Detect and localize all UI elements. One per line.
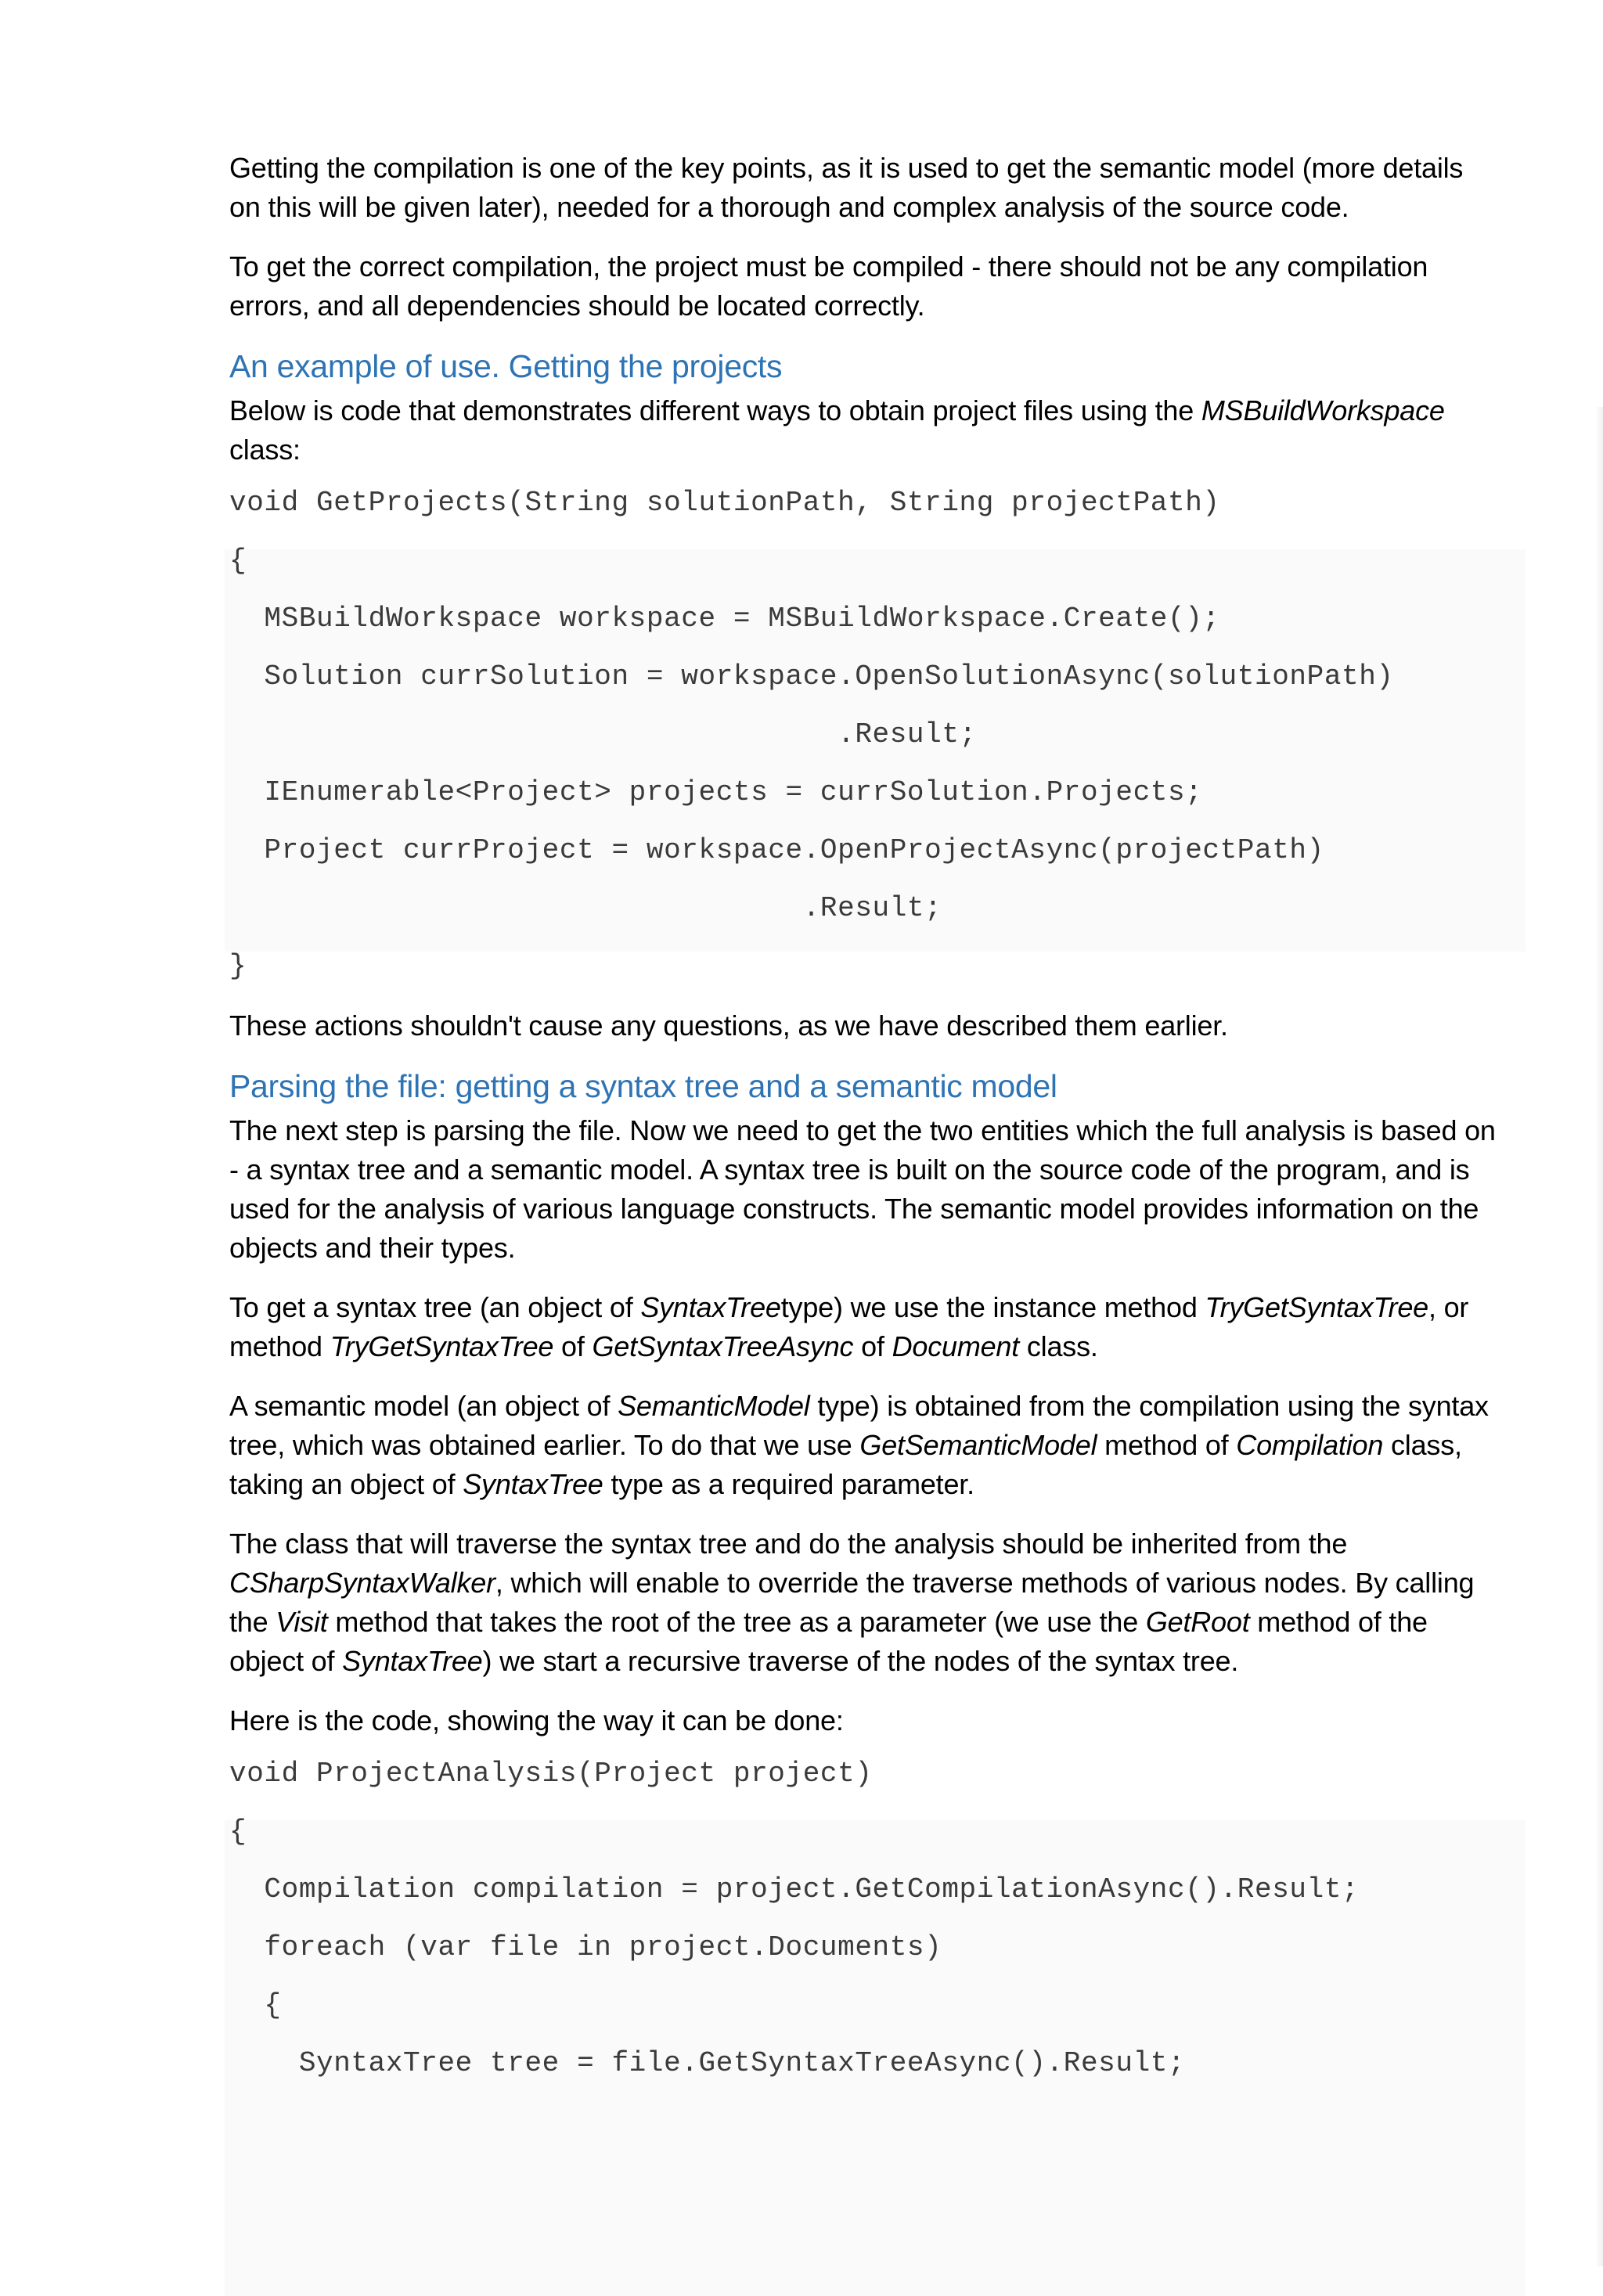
paragraph-parsing-step: The next step is parsing the file. Now we need to get the two entities which the full analysis is based on - a syntax tree and a semantic model. A syntax tree is built on the source code of the program, and is used for the analysis of various language constructs. The semantic model provides information on the objects and their types. [229,1114,1496,1264]
intro-text-after: class: [229,434,301,466]
code-line: .Result; [229,892,942,924]
method-name: GetSemanticModel [859,1429,1097,1461]
class-name: SyntaxTree [640,1291,781,1323]
method-name: Visit [276,1606,328,1638]
document-body [229,149,1497,2103]
code-line: Project currProject = workspace.OpenProjectAsync(projectPath) [229,834,1324,866]
text: method of [1097,1429,1237,1461]
text: A semantic model (an object of [229,1390,618,1422]
paragraph-code-intro-2: Here is the code, showing the way it can be done: [229,1704,844,1736]
text: , which will enable to override the traverse methods of various nodes. By calling the [229,1567,1475,1638]
class-name: Document [892,1330,1020,1362]
code-line: void ProjectAnalysis(Project project) [229,1758,873,1790]
text: class. [1019,1330,1098,1362]
code-line: SyntaxTree tree = file.GetSyntaxTreeAsync().Result; [229,2047,1186,2079]
class-name: SemanticModel [618,1390,810,1422]
text: class, taking an object of [229,1429,1462,1500]
text: type as a required parameter. [603,1468,974,1500]
class-name: Compilation [1236,1429,1384,1461]
text: of [853,1330,892,1362]
text: , or method [229,1291,1469,1362]
intro-text-before: Below is code that demonstrates different ways to obtain project files using the [229,394,1201,426]
paragraph-syntax-walker [229,1524,1497,1681]
code-line: MSBuildWorkspace workspace = MSBuildWorkspace.Create(); [229,603,1220,635]
code-line: { [229,545,247,577]
page-edge-shadow [1595,407,1603,2266]
code-line: void GetProjects(String solutionPath, String projectPath) [229,487,1220,519]
code-block-project-analysis [229,1745,1497,2093]
method-name: GetSyntaxTreeAsync [592,1330,854,1362]
section-heading-getting-projects: An example of use. Getting the projects [229,348,783,384]
paragraph-correct-compilation: To get the correct compilation, the project must be compiled - there should not be any compilation errors, and all dependencies should be located correctly. [229,250,1428,322]
code-line: } [229,950,247,982]
code-line: { [229,1816,247,1848]
method-name: GetRoot [1145,1606,1250,1638]
method-name: TryGetSyntaxTree [330,1330,554,1362]
paragraph-compilation-key-point: Getting the compilation is one of the key points, as it is used to get the semantic model (more details on this will be given later), needed for a thorough and complex analysis of the source code. [229,152,1464,223]
class-name: SyntaxTree [342,1645,483,1677]
paragraph-code-intro [229,391,1497,470]
code-line: Solution currSolution = workspace.OpenSolutionAsync(solutionPath) [229,660,1394,693]
text: The class that will traverse the syntax tree and do the analysis should be inherited from the [229,1528,1348,1560]
code-line: { [229,1989,282,2021]
text: method of the object of [229,1606,1428,1677]
text: type) we use the instance method [780,1291,1205,1323]
intro-class-name: MSBuildWorkspace [1201,394,1445,426]
code-line: Compilation compilation = project.GetCompilationAsync().Result; [229,1873,1360,1906]
code-block-get-projects [229,474,1497,995]
code-line: IEnumerable<Project> projects = currSolution.Projects; [229,776,1203,808]
class-name: CSharpSyntaxWalker [229,1567,495,1599]
code-line: .Result; [229,718,977,750]
text: type) is obtained from the compilation using the syntax tree, which was obtained earlier. To do that we use [229,1390,1489,1461]
paragraph-actions-note: These actions shouldn't cause any questions, as we have described them earlier. [229,1009,1228,1042]
text: of [553,1330,593,1362]
section-heading-parsing-file: Parsing the file: getting a syntax tree and a semantic model [229,1068,1057,1104]
text: ) we start a recursive traverse of the nodes of the syntax tree. [482,1645,1239,1677]
text: method that takes the root of the tree as a parameter (we use the [327,1606,1146,1638]
class-name: SyntaxTree [463,1468,603,1500]
paragraph-semantic-model [229,1387,1497,1504]
code-line: foreach (var file in project.Documents) [229,1931,942,1963]
method-name: TryGetSyntaxTree [1205,1291,1428,1323]
text: To get a syntax tree (an object of [229,1291,641,1323]
paragraph-syntax-tree [229,1288,1497,1366]
